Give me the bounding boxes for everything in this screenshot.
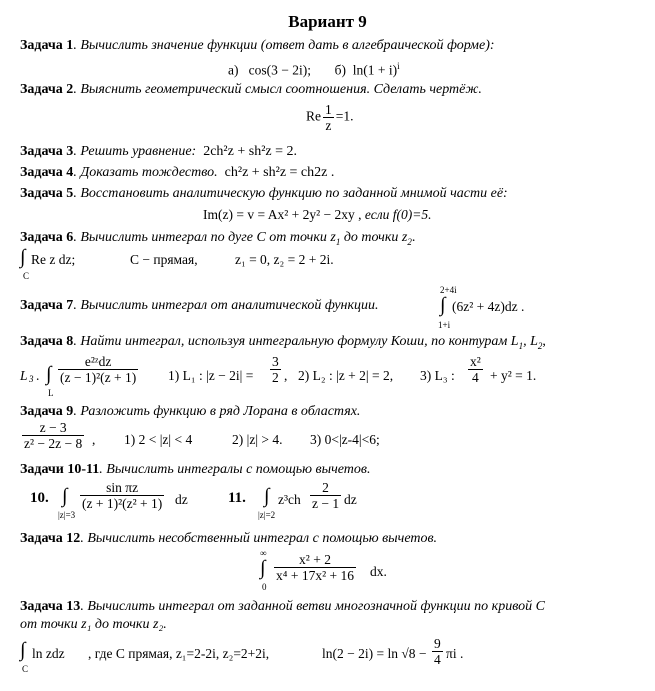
task-3-heading: Задача 3. Решить уравнение: 2ch²z + sh²z = 2.: [20, 144, 297, 159]
task-13-heading-2: от точки z₁ до точки z₂.: [20, 617, 167, 632]
task-8-heading: Задача 8. Найти интеграл, используя интегральную формулу Коши, по контурам $L_1$, $L_2$,: [20, 334, 546, 351]
integral-sign: ∫: [264, 485, 270, 507]
task-8-formula: L 3 . ∫ L e²ᶻdz (z − 1)²(z + 1) 1) L₁ : |z − 2i| = $\frac{3}{2}$ , 2) L₂ : |z + 2| = 2, 3) L₃ : $\frac{\text{x²}}{4}$ + y² = 1.: [20, 354, 537, 398]
task-10-11-formula: 10. ∫ |z|=3 $\frac{\text{sin πz}}{\text{(z + 1)²(z² + 1)}}$ dz 11. ∫ |z|=2 z³ch $\frac{2}{z - 1}$ dz: [30, 480, 357, 520]
integral-sign: ∫: [46, 363, 52, 385]
task-5-formula: Im(z) = v = Ax² + 2y² − 2xy , если f(0)=5.: [203, 207, 432, 222]
task-6-heading: Задача 6. Вычислить интеграл по дуге C от точки $z_1$ до точки $z_2$.: [20, 230, 416, 247]
task-5-heading: Задача 5. Восстановить аналитическую функцию по заданной мнимой части её:: [20, 186, 508, 201]
task-7-formula: 2+4i ∫ 1+i (6z² + 4z)dz .: [438, 285, 525, 330]
task-2-heading: Задача 2. Выяснить геометрический смысл соотношения. Сделать чертёж.: [20, 82, 482, 97]
task-1-formula: а) cos(3 − 2i); б) $\ln(1 + i)^i$: [228, 61, 400, 78]
task-2-formula: Re $\frac{1}{z}$ =1.: [306, 102, 354, 133]
integral-sign: ∫: [260, 557, 266, 579]
integral-sign: ∫: [20, 639, 26, 661]
task-13-heading: Задача 13. Вычислить интеграл от заданной ветви многозначной функции по кривой C: [20, 599, 545, 614]
task-9-formula: $\frac{z - 3}{\text{z² − 2z − 8}}$ , 1) 2 < |z| < 4 2) |z| > 4. 3) 0<|z-4|<6;: [24, 420, 380, 451]
task-9-heading: Задача 9. Разложить функцию в ряд Лорана в областях.: [20, 404, 361, 419]
integral-sign: ∫: [20, 246, 26, 268]
task-10-11-heading: Задачи 10-11. Вычислить интегралы с помощью вычетов.: [20, 462, 371, 477]
task-6-formula: ∫ C Re z dz; C − прямая, z₁ = 0, z₂ = 2 + 2i.: [20, 246, 334, 281]
task-13-formula: ∫ C ln zdz , где C прямая, z₁=2-2i, z₂=2+2i, ln(2 − 2i) = ln √8 − $\frac{9}{4}$ πi .: [20, 636, 464, 674]
task-12-heading: Задача 12. Вычислить несобственный интеграл с помощью вычетов.: [20, 531, 438, 546]
task-12-formula: ∞ ∫ 0 $\frac{\text{x² + 2}}{\text{x⁴ + 17x² + 16}}$ dx.: [260, 548, 387, 592]
integral-sign: ∫: [440, 294, 446, 316]
task-1-heading: Задача 1. Вычислить значение функции (ответ дать в алгебраической форме):: [20, 38, 495, 53]
task-7-heading: Задача 7. Вычислить интеграл от аналитической функции.: [20, 298, 379, 313]
task-4-heading: Задача 4. Доказать тождество. ch²z + sh²z = ch2z .: [20, 165, 335, 180]
integral-sign: ∫: [62, 485, 68, 507]
variant-title: Вариант 9: [288, 12, 367, 31]
